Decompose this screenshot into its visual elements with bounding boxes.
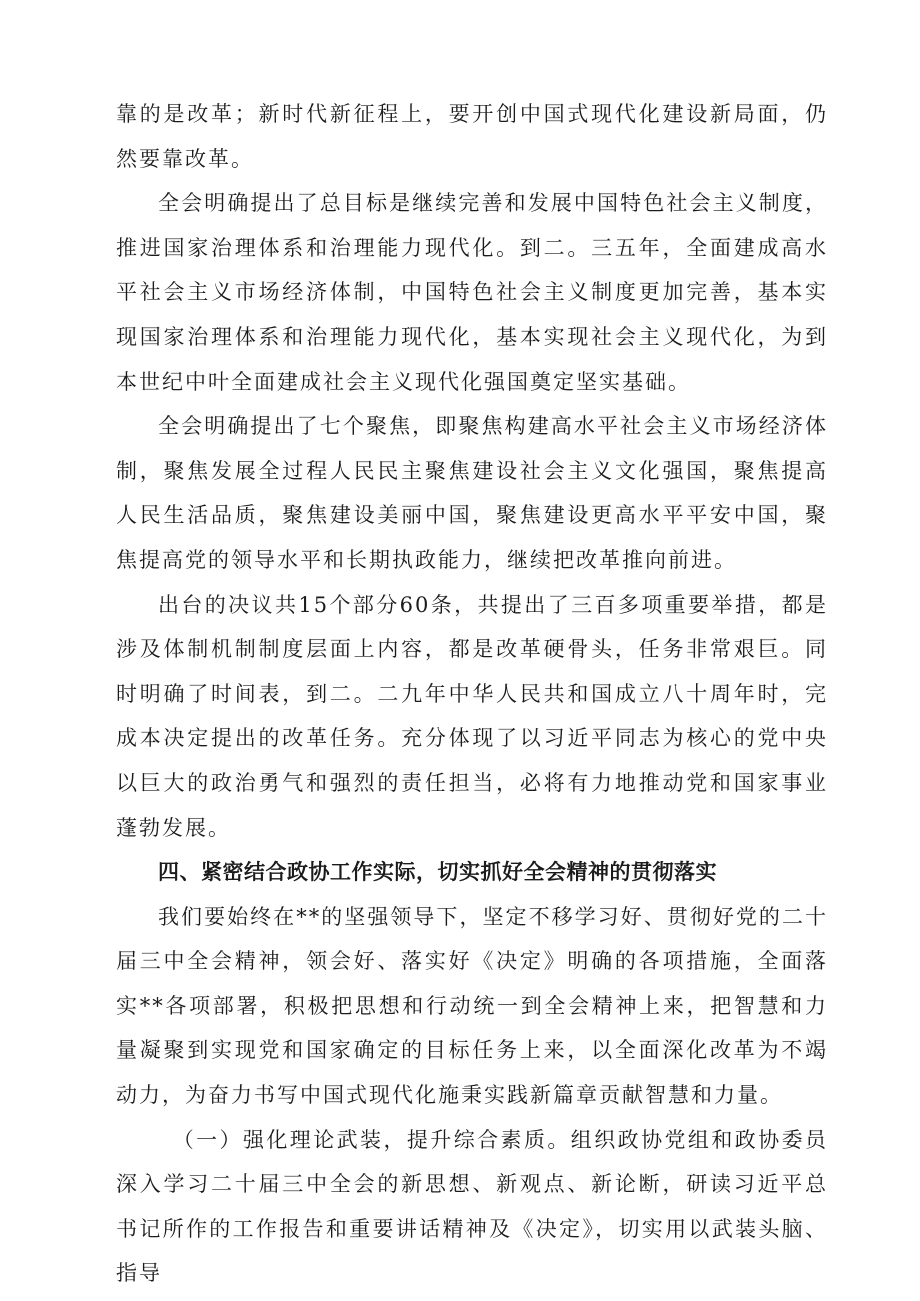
paragraph-implementation: 我们要始终在**的坚强领导下，坚定不移学习好、贯彻好党的二十届三中全会精神，领会好、落实好《决定》明确的各项措施，全面落实**各项部署，积极把思想和行动统一到全会精神上来，把智慧和力量凝聚到实现党和国家确定的目标任务上来，以全面深化改革为不竭动力，为奋力书写中国式现代化施秉实践新篇章贡献智慧和力量。 (116, 904, 828, 1108)
paragraph-continuation: 靠的是改革；新时代新征程上，要开创中国式现代化建设新局面，仍然要靠改革。 (116, 102, 828, 171)
section-heading: 四、紧密结合政协工作实际，切实抓好全会精神的贯彻落实 (158, 860, 717, 885)
document-body (116, 92, 828, 1296)
paragraph-resolution-details: 出台的决议共15个部分60条，共提出了三百多项重要举措，都是涉及体制机制制度层面上内容，都是改革硬骨头，任务非常艰巨。同时明确了时间表，到二。二九年中华人民共和国成立八十周年时，完成本决定提出的改革任务。充分体现了以习近平同志为核心的党中央以巨大的政治勇气和强烈的责任担当，必将有力地推动党和国家事业蓬勃发展。 (116, 592, 828, 840)
paragraph-theory-study: （一）强化理论武装，提升综合素质。组织政协党组和政协委员深入学习二十届三中全会的新思想、新观点、新论断，研读习近平总书记所作的工作报告和重要讲话精神及《决定》，切实用以武装头脑、指导 (116, 1127, 828, 1286)
paragraph-overall-goal: 全会明确提出了总目标是继续完善和发展中国特色社会主义制度，推进国家治理体系和治理能力现代化。到二。三五年，全面建成高水平社会主义市场经济体制，中国特色社会主义制度更加完善，基本实现国家治理体系和治理能力现代化，基本实现社会主义现代化，为到本世纪中叶全面建成社会主义现代化强国奠定坚实基础。 (116, 191, 828, 394)
paragraph-seven-focuses: 全会明确提出了七个聚焦，即聚焦构建高水平社会主义市场经济体制，聚焦发展全过程人民民主聚焦建设社会主义文化强国，聚焦提高人民生活品质，聚焦建设美丽中国，聚焦建设更高水平平安中国，聚焦提高党的领导水平和长期执政能力，继续把改革推向前进。 (116, 414, 828, 572)
